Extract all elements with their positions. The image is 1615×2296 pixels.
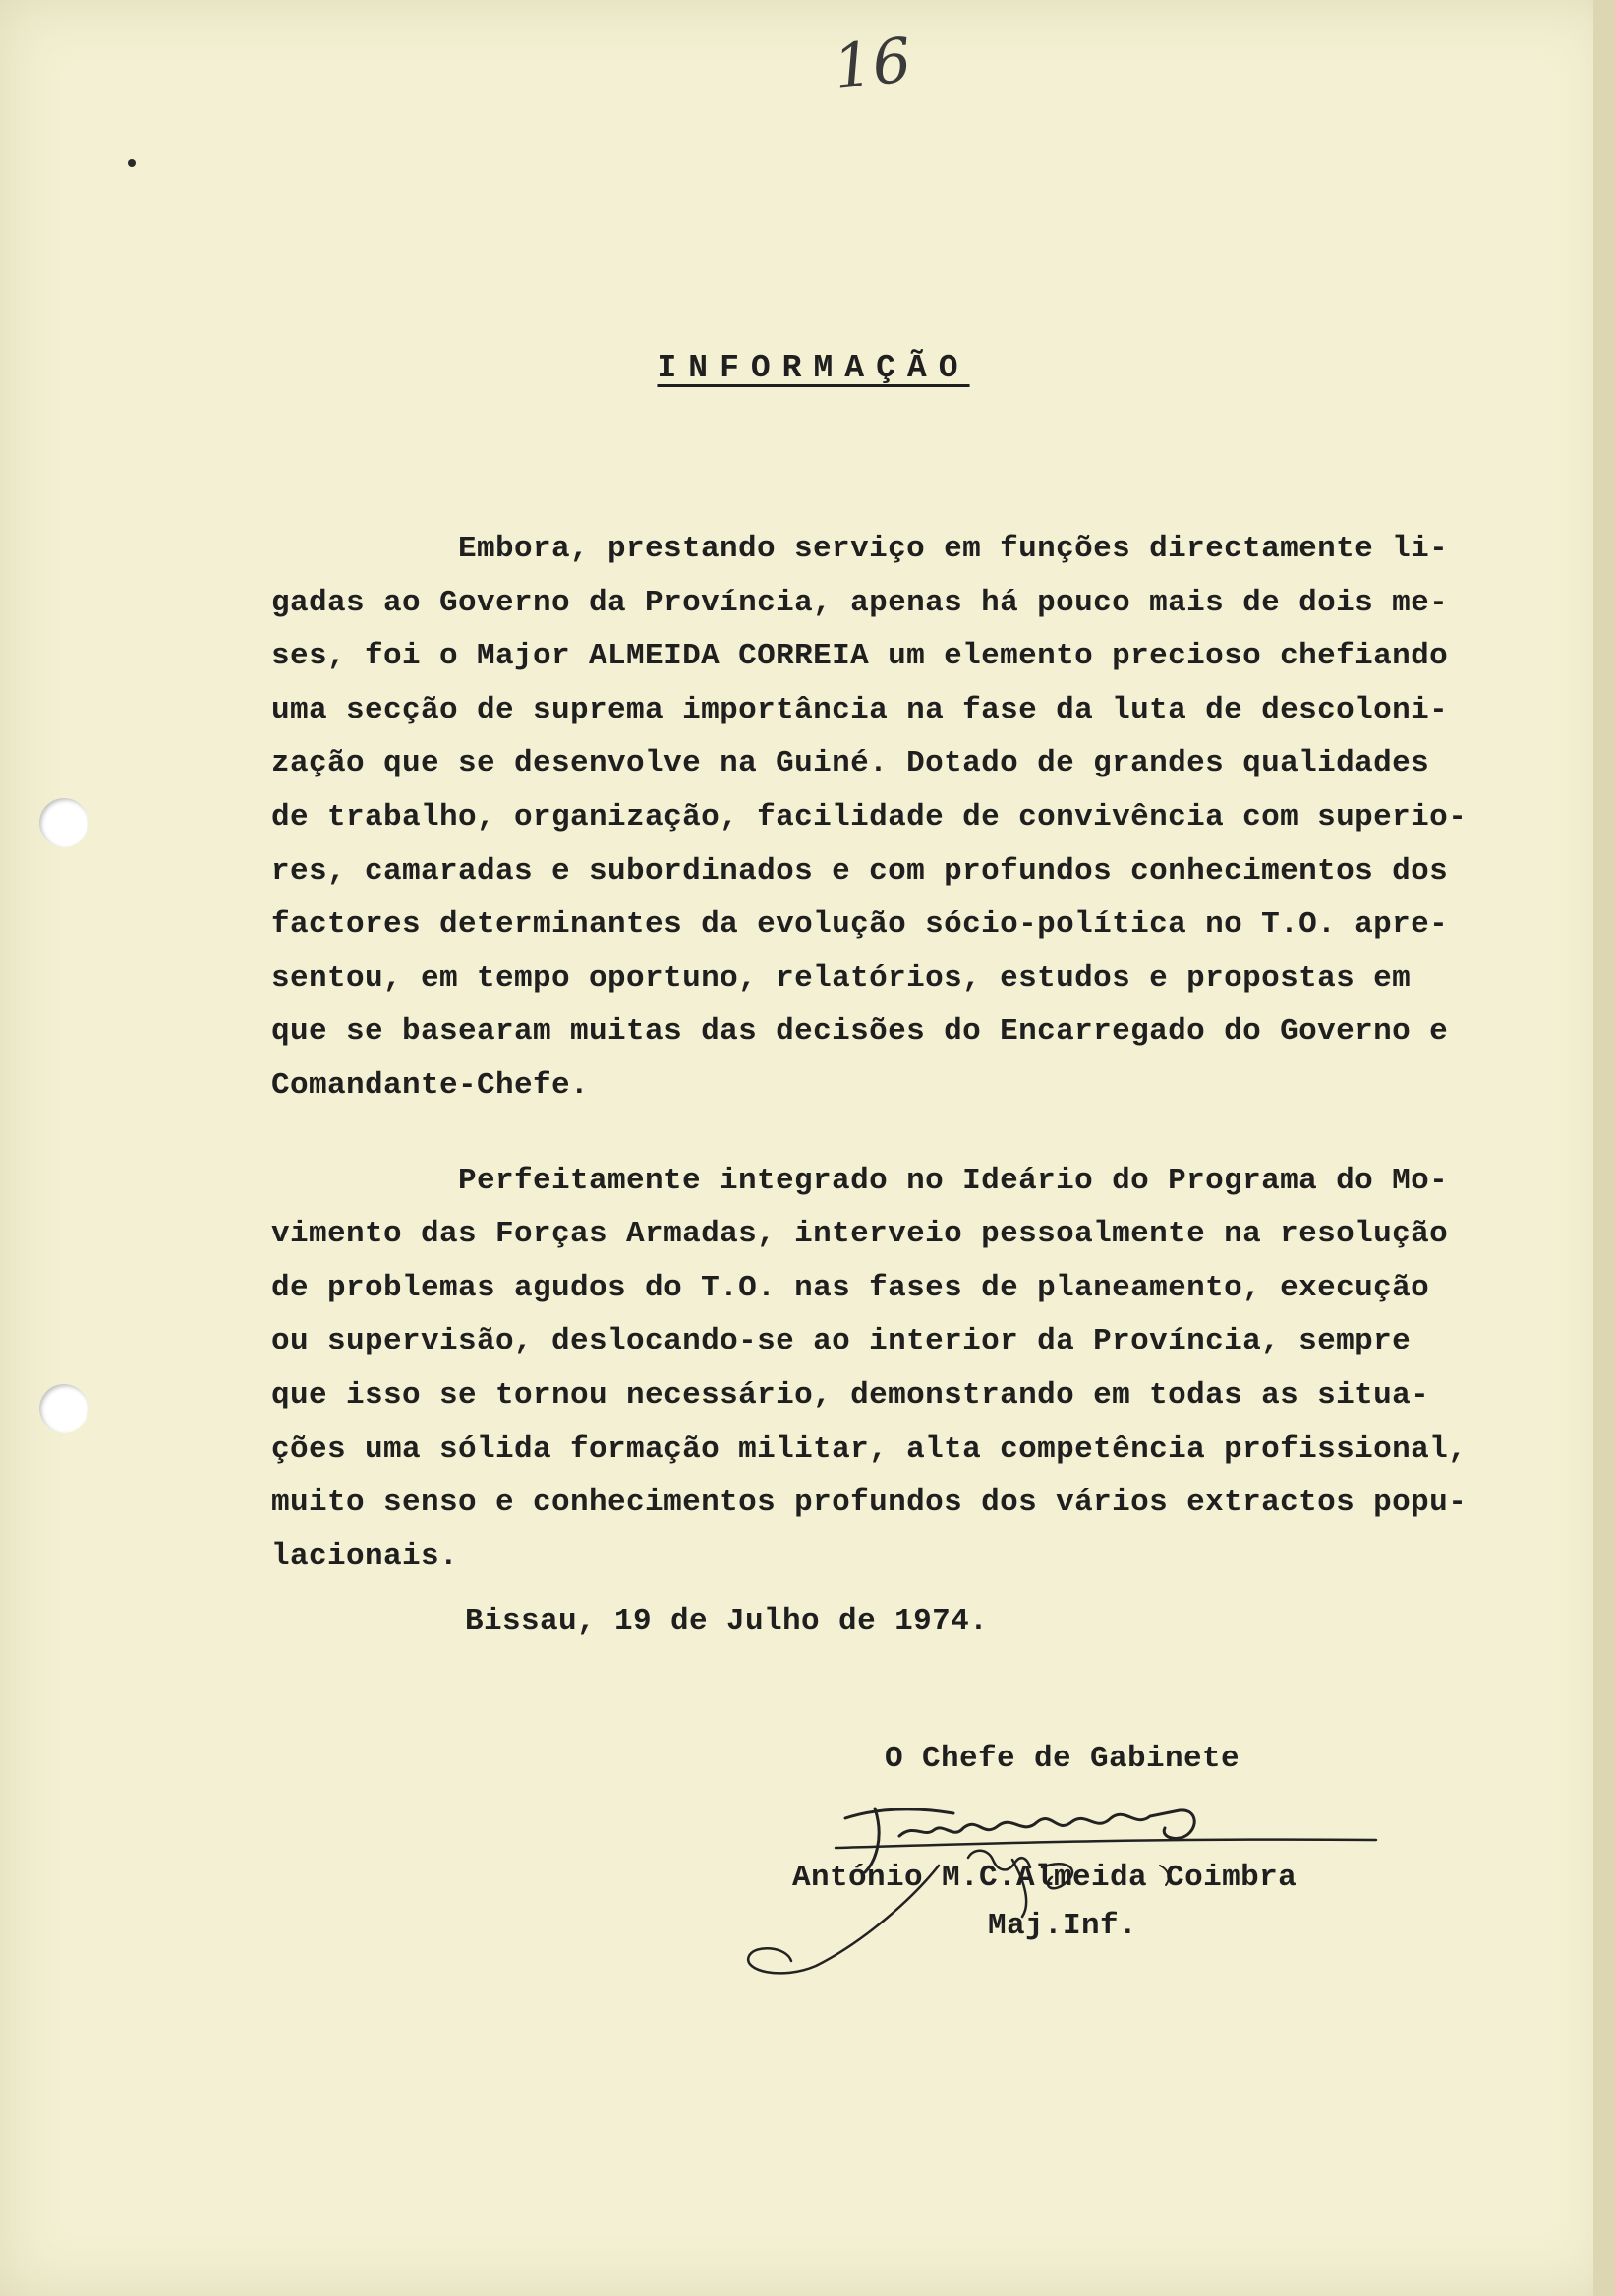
document-title xyxy=(0,350,1615,386)
paragraph-2-line: lacionais. xyxy=(271,1538,459,1574)
paragraph-1-line: Comandante-Chefe. xyxy=(271,1067,590,1103)
punch-hole xyxy=(39,798,88,847)
title-text: INFORMAÇÃO xyxy=(657,350,970,386)
signatory-name: António M.C.Almeida Coimbra xyxy=(792,1861,1298,1895)
document-body xyxy=(271,523,1510,1583)
signatory-rank: Maj.Inf. xyxy=(988,1909,1138,1943)
paragraph-2-line: vimento das Forças Armadas, interveio pessoalmente na resolução xyxy=(271,1217,1449,1252)
paragraph-2-line: ou supervisão, deslocando-se ao interior da Província, sempre xyxy=(271,1324,1412,1359)
paragraph-2-line: Perfeitamente integrado no Ideário do Programa do Mo- xyxy=(458,1163,1449,1198)
paragraph-gap xyxy=(271,1114,1510,1155)
paragraph-1-line: Embora, prestando serviço em funções directamente li- xyxy=(458,532,1449,566)
paragraph-1-line: factores determinantes da evolução sócio-política no T.O. apre- xyxy=(271,907,1449,943)
paragraph-1-line: uma secção de suprema importância na fase da luta de descoloni- xyxy=(271,692,1449,727)
paragraph-1-line: de trabalho, organização, facilidade de convivência com superio- xyxy=(271,799,1468,834)
paragraph-2-line: muito senso e conhecimentos profundos dos vários extractos popu- xyxy=(271,1485,1468,1521)
handwritten-page-number: 16 xyxy=(830,24,915,103)
date-line: Bissau, 19 de Julho de 1974. xyxy=(465,1604,989,1638)
punch-hole xyxy=(39,1384,88,1433)
paragraph-1-line: sentou, em tempo oportuno, relatórios, estudos e propostas em xyxy=(271,960,1412,996)
paragraph-2-line: de problemas agudos do T.O. nas fases de planeamento, execução xyxy=(271,1270,1430,1305)
paragraph-1-line: ses, foi o Major ALMEIDA CORREIA um elemento precioso chefiando xyxy=(271,639,1449,674)
paragraph-2-line: ções uma sólida formação militar, alta competência profissional, xyxy=(271,1431,1468,1466)
paragraph-1-line: que se basearam muitas das decisões do Encarregado do Governo e xyxy=(271,1014,1449,1050)
paragraph-1-line: zação que se desenvolve na Guiné. Dotado de grandes qualidades xyxy=(271,746,1430,781)
paragraph-2-line: que isso se tornou necessário, demonstrando em todas as situa- xyxy=(271,1377,1430,1412)
paragraph-1-line: res, camaradas e subordinados e com profundos conhecimentos dos xyxy=(271,853,1449,889)
signatory-title: O Chefe de Gabinete xyxy=(885,1742,1240,1776)
paragraph-1-line: gadas ao Governo da Província, apenas há pouco mais de dois me- xyxy=(271,585,1449,620)
ink-dot xyxy=(128,159,136,167)
page-edge xyxy=(1593,0,1615,2296)
